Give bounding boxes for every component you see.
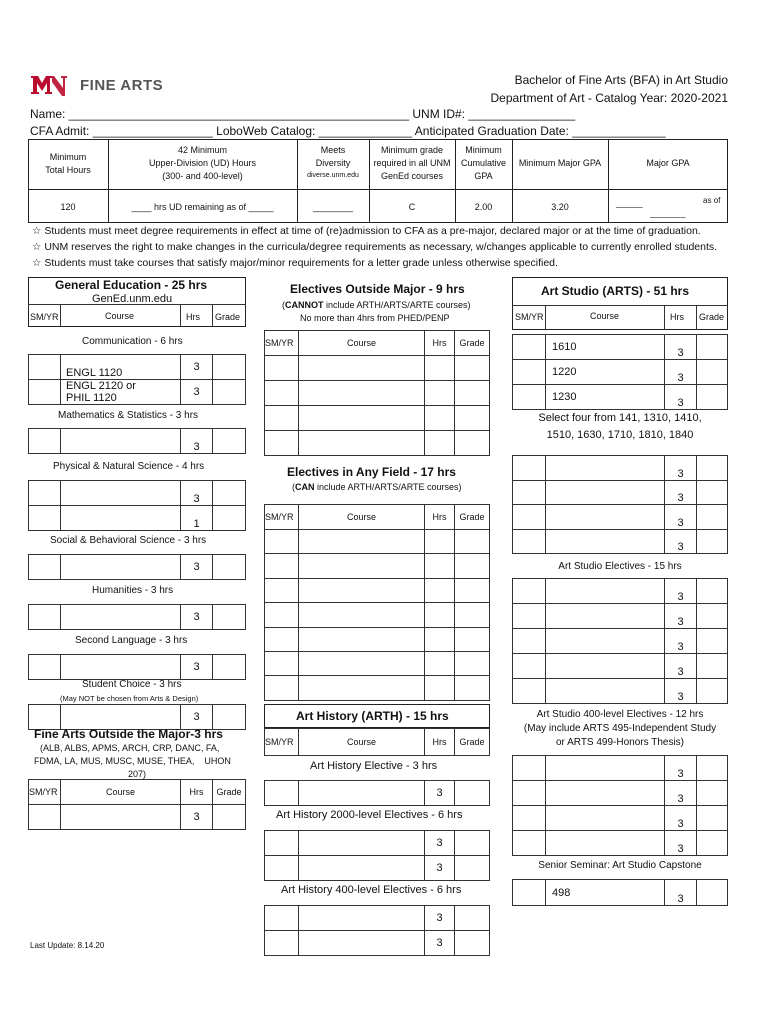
min-total-hours-header: Minimum Total Hours: [45, 152, 91, 175]
note-1: ☆ Students must meet degree requirements in effect at time of (re)admission to CFA as a pre-major, declared major or at the time of graduation.: [32, 225, 701, 237]
arts-electives: Art Studio Electives - 15 hrs: [512, 561, 728, 572]
course-498: 498: [546, 880, 665, 906]
hrs-value: 3: [181, 380, 213, 405]
language-table: [28, 654, 246, 680]
fa-col-grade: Grade: [213, 780, 246, 805]
hrs-value: 3: [665, 335, 697, 360]
min-total-hours-value: 120: [60, 202, 76, 212]
table-row: [265, 651, 490, 675]
math-table: [28, 428, 246, 454]
hrs-value: 3: [665, 679, 697, 704]
hrs-value: 3: [425, 931, 455, 956]
arts-select-1: Select four from 141, 1310, 1410,: [538, 412, 702, 424]
hrs-value: 3: [665, 604, 697, 629]
col-grade: Grade: [455, 729, 490, 756]
table-row[interactable]: [29, 355, 61, 380]
gened-math: Mathematics & Statistics - 3 hrs: [58, 410, 199, 421]
table-row: [265, 356, 490, 381]
hrs-value: 3: [665, 579, 697, 604]
hrs-value: 3: [665, 806, 697, 831]
table-row: [265, 676, 490, 700]
arts-capstone: Senior Seminar: Art Studio Capstone: [512, 860, 728, 871]
fa-outside-desc-1: (ALB, ALBS, APMS, ARCH, CRP, DANC, FA,: [40, 743, 220, 753]
gened-title: General Education - 25 hrs: [55, 278, 208, 292]
note-2: ☆ UNM reserves the right to make changes in the curricula/degree requirements as necessary, w/changes applicable to currently enrolled students.: [32, 241, 718, 253]
hrs-value: 3: [665, 880, 697, 906]
hrs-value: 3: [181, 605, 213, 630]
min-grade-header: Minimum grade required in all UNM GenEd courses: [373, 145, 451, 181]
last-update: Last Update: 8.14.20: [30, 941, 105, 950]
course-1610: 1610: [546, 335, 665, 360]
ud-remaining-field[interactable]: ____ hrs UD remaining as of _____: [131, 202, 274, 212]
major-gpa-date-field[interactable]: ________: [650, 209, 686, 218]
arts-select-table: [512, 455, 728, 554]
table-row: [265, 578, 490, 602]
elec-outside-note-1: (CANNOT include ARTH/ARTS/ARTE courses): [282, 300, 471, 310]
arts-col-grade: Grade: [699, 312, 725, 322]
col-smyr: SM/YR: [265, 505, 299, 530]
arts-400-table: [512, 755, 728, 856]
fa-outside-desc-2: FDMA, LA, MUS, MUSC, MUSE, THEA, UHON: [34, 756, 231, 766]
col-course: Course: [299, 331, 425, 356]
min-major-gpa-value: 3.20: [551, 202, 569, 212]
course-phil1120: PHIL 1120: [66, 392, 117, 404]
hrs-value: 3: [665, 385, 697, 410]
table-row: [265, 554, 490, 578]
hrs-value: 1: [181, 506, 213, 531]
elec-outside-note-2: No more than 4hrs from PHED/PENP: [300, 313, 450, 323]
gened-link[interactable]: GenEd.unm.edu: [92, 293, 173, 305]
arth-elective: Art History Elective - 3 hrs: [310, 760, 438, 772]
table-row: [265, 381, 490, 406]
hrs-value: 3: [425, 831, 455, 856]
hrs-value: 3: [665, 456, 697, 481]
name-line[interactable]: Name: ___________________________________________________ UNM ID#: ________________: [30, 107, 576, 121]
hrs-value: 3: [181, 705, 213, 730]
arts-col-hrs: Hrs: [670, 312, 684, 322]
elec-any-table: [264, 504, 490, 701]
course-engl2120: ENGL 2120 or: [66, 380, 136, 392]
gened-humanities: Humanities - 3 hrs: [92, 585, 174, 596]
hrs-value: 3: [665, 505, 697, 530]
gened-choice-note: (May NOT be chosen from Arts & Design): [60, 694, 199, 703]
gened-science: Physical & Natural Science - 4 hrs: [53, 461, 205, 472]
col-grade: Grade: [455, 331, 490, 356]
hrs-value: 3: [425, 781, 455, 806]
table-row: [265, 431, 490, 456]
humanities-table: [28, 604, 246, 630]
hrs-value: 3: [181, 805, 213, 830]
course-engl1120: ENGL 1120: [66, 367, 123, 379]
fa-outside-desc-3: 207): [128, 769, 147, 779]
gened-choice: Student Choice - 3 hrs: [82, 679, 182, 690]
gened-col-hrs: Hrs: [186, 312, 200, 322]
diversity-link[interactable]: diverse.unm.edu: [307, 172, 359, 179]
gened-communication: Communication - 6 hrs: [82, 336, 183, 347]
note-3: ☆ Students must take courses that satisfy major/minor requirements for a letter grade unless otherwise specified.: [32, 257, 558, 269]
hrs-value: 3: [665, 654, 697, 679]
major-gpa-field[interactable]: ______: [616, 199, 643, 208]
fa-col-course: Course: [61, 780, 181, 805]
table-row: [265, 406, 490, 431]
table-row: [265, 603, 490, 627]
science-table: [28, 480, 246, 531]
hrs-value: 3: [665, 781, 697, 806]
fa-col-smyr: SM/YR: [29, 780, 61, 805]
arth-title: Art History (ARTH) - 15 hrs: [296, 709, 449, 723]
gened-language: Second Language - 3 hrs: [75, 635, 188, 646]
col-smyr: SM/YR: [265, 331, 299, 356]
min-gpa-header: Minimum Cumulative GPA: [460, 145, 507, 181]
arts-capstone-table: [512, 879, 728, 906]
hrs-value: 3: [181, 355, 213, 380]
cfa-admit-line[interactable]: CFA Admit: __________________ LoboWeb Catalog: ______________ Anticipated Graduation Date: ______________: [30, 124, 666, 138]
major-gpa-header: Major GPA: [646, 158, 690, 168]
hrs-value: 3: [425, 856, 455, 881]
col-course: Course: [299, 505, 425, 530]
col-course: Course: [299, 729, 425, 756]
col-hrs: Hrs: [425, 505, 455, 530]
arts-core-table: [512, 334, 728, 410]
gened-col-grade: Grade: [215, 312, 241, 322]
hrs-value: 3: [665, 831, 697, 856]
arts-select-2: 1510, 1630, 1710, 1810, 1840: [546, 429, 694, 441]
hrs-value: 3: [181, 429, 213, 454]
table-row[interactable]: [29, 380, 61, 405]
course-1220: 1220: [546, 360, 665, 385]
program-title: Bachelor of Fine Arts (BFA) in Art Studio: [514, 73, 728, 87]
fa-outside-table: [28, 779, 246, 830]
hrs-value: 3: [665, 629, 697, 654]
arts-col-course: Course: [590, 311, 620, 321]
hrs-value: 3: [181, 655, 213, 680]
hrs-value: 3: [665, 360, 697, 385]
hrs-value: 3: [181, 481, 213, 506]
arts-electives-table: [512, 578, 728, 704]
arth-400: Art History 400-level Electives - 6 hrs: [281, 884, 462, 896]
course-1230: 1230: [546, 385, 665, 410]
min-major-gpa-header: Minimum Major GPA: [518, 158, 602, 168]
gened-social: Social & Behavioral Science - 3 hrs: [50, 535, 207, 546]
gened-col-course: Course: [105, 311, 135, 321]
elec-any-title: Electives in Any Field - 17 hrs: [287, 465, 456, 479]
min-grade-value: C: [408, 202, 416, 212]
hrs-value: 3: [425, 906, 455, 931]
col-hrs: Hrs: [425, 729, 455, 756]
hrs-value: 3: [665, 756, 697, 781]
arth-2000: Art History 2000-level Electives - 6 hrs: [276, 809, 463, 821]
table-row: [265, 530, 490, 554]
arts-col-smyr: SM/YR: [515, 312, 544, 322]
elec-any-note: (CAN include ARTH/ARTS/ARTE courses): [292, 482, 462, 492]
elec-outside-title: Electives Outside Major - 9 hrs: [290, 282, 465, 296]
arts-400-title: Art Studio 400-level Electives - 12 hrs (May include ARTS 495-Independent Study or ARTS 499-Honors Thesis): [523, 709, 717, 748]
ud-hours-header: 42 Minimum Upper-Division (UD) Hours (300- and 400-level): [148, 145, 257, 181]
diversity-field[interactable]: ________: [312, 202, 354, 212]
hrs-value: 3: [665, 529, 697, 554]
diversity-header: Meets Diversity: [315, 145, 351, 168]
min-gpa-value: 2.00: [474, 202, 493, 212]
fa-outside-title: Fine Arts Outside the Major-3 hrs: [34, 727, 223, 741]
gened-col-smyr: SM/YR: [30, 312, 59, 322]
communication-table: [28, 354, 246, 405]
table-row: [265, 627, 490, 651]
col-smyr: SM/YR: [265, 729, 299, 756]
social-table: [28, 554, 246, 580]
fa-col-hrs: Hrs: [181, 780, 213, 805]
hrs-value: 3: [181, 555, 213, 580]
brand-text: FINE ARTS: [80, 77, 164, 94]
col-hrs: Hrs: [425, 331, 455, 356]
unm-logo: [30, 72, 68, 98]
elec-outside-table: [264, 330, 490, 456]
major-gpa-as-of: as of: [703, 196, 721, 205]
hrs-value: 3: [665, 480, 697, 505]
col-grade: Grade: [455, 505, 490, 530]
arts-title: Art Studio (ARTS) - 51 hrs: [541, 284, 690, 298]
department-title: Department of Art - Catalog Year: 2020-2021: [490, 91, 728, 105]
